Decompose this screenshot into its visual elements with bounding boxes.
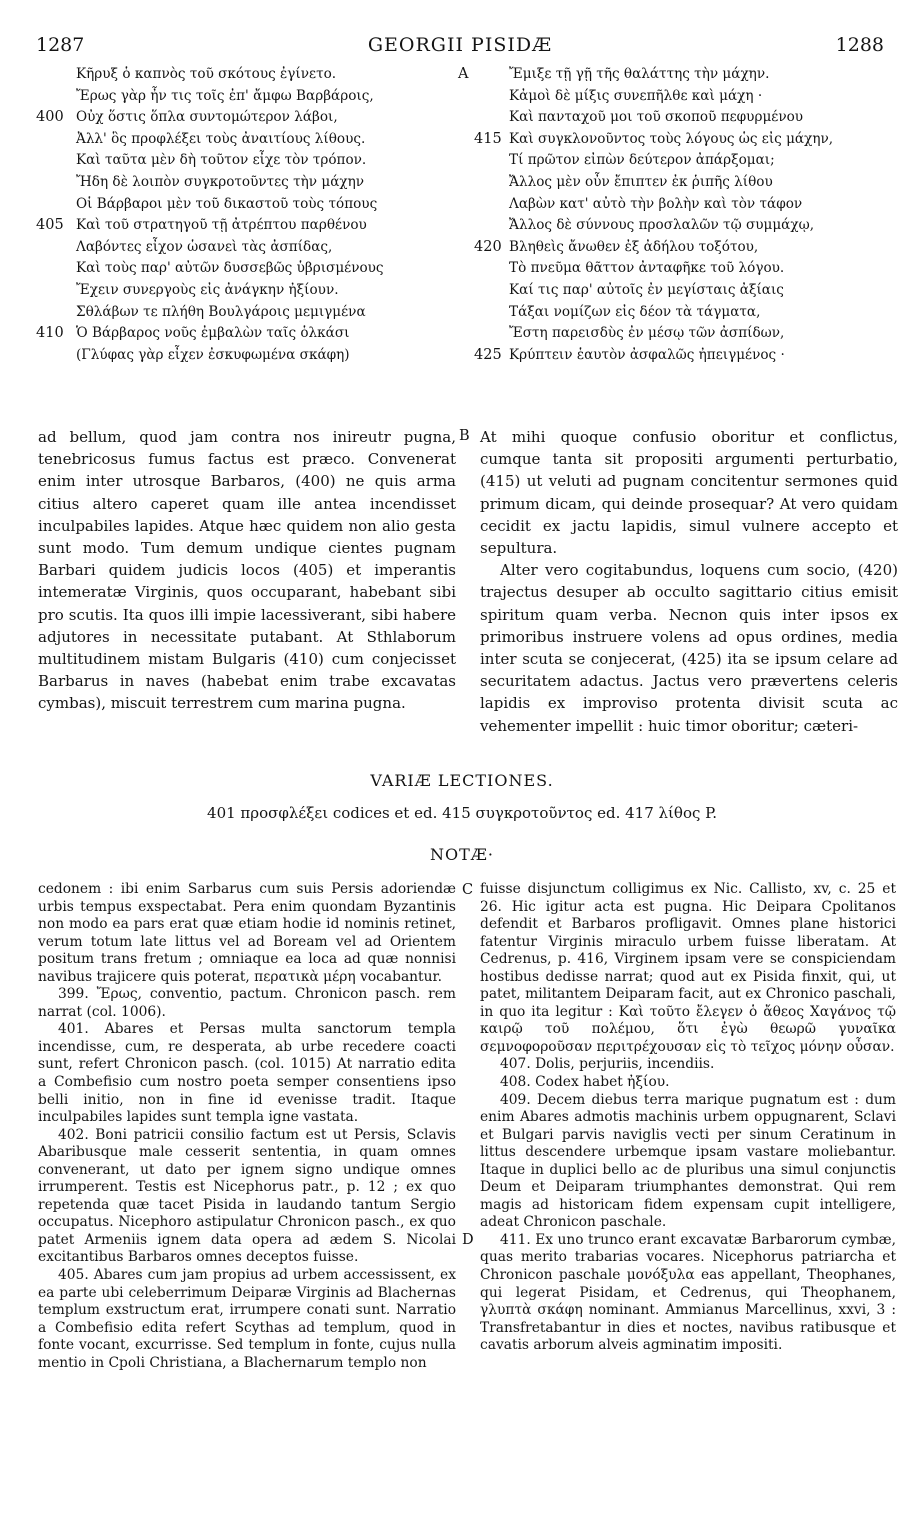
note-paragraph: fuisse disjunctum colligimus ex Nic. Callisto, xv, c. 25 et 26. Hic igitur acta est pugna. Hic Deipara Cpolitanos defendit et Barbaros profligavit. Omnes plane historici fatentur Virginis miraculo urbem fuisse liberatam. At Cedrenus, p. 416, Virginem ipsam vere se conspiciendam hostibus dedisse narrat; quod aut ex Pisida finxit, qui, ut patet, militantem Deiparam facit, aut ex Chronico paschali, in quo ita legitur : Καὶ τοῦτο ἔλεγεν ὁ ἄθεος Χαγάνος τῷ καιρῷ τοῦ πολέμου, ὅτι ἐγὼ θεωρῶ γυναῖκα σεμνοφοροῦσαν περιτρέχουσαν εἰς τὸ τεῖχος μόνην οὖσαν. [480, 881, 896, 1055]
variae-lectiones-line: 401 προσφλέξει codices et ed. 415 συγκροτοῦντος ed. 417 λίθος P. [207, 804, 717, 822]
note-paragraph: 409. Decem diebus terra marique pugnatum est : dum enim Abares admotis machinis urbem oppugnarent, Sclavi et Bulgari parvis naviglis vecti per sinum Ceratinum in littus descendere urbemque ipsam vastare moliebantur. Itaque in duplici bello ac de pluribus una simul conjunctis Deum et Deiparam triumphantes demonstrat. Qui rem magis ad historicam fidem expensam cupit intelligere, adeat Chronicon paschale. [480, 1091, 896, 1231]
notae-heading: NOTÆ· [430, 845, 494, 864]
verse-line [36, 129, 456, 151]
verse-number: 415 [474, 130, 502, 147]
running-title: GEORGII PISIDÆ [367, 34, 553, 56]
verse-line [474, 150, 890, 172]
verse-text: Ἔστη παρεισδὺς ἐν μέσῳ τῶν ἀσπίδων, [509, 325, 785, 342]
verse-line [36, 302, 456, 324]
verse-text: Τάξαι νομίζων εἰς δέον τὰ τάγματα, [509, 303, 761, 320]
verse-text: Κρύπτειν ἑαυτὸν ἀσφαλῶς ἠπειγμένος · [509, 346, 785, 363]
verse-text: Ἤδη δὲ λοιπὸν συγκροτοῦντες τὴν μάχην [76, 173, 365, 190]
margin-marker-b: B [459, 428, 470, 444]
verse-text: Ἄλλος δὲ σύννους προσλαλῶν τῷ συμμάχῳ, [509, 217, 815, 234]
verse-text: Καὶ ταῦτα μὲν δὴ τοῦτον εἶχε τὸν τρόπον. [76, 152, 367, 169]
verse-text: (Γλύφας γὰρ εἶχεν ἐσκυφωμένα σκάφη) [76, 346, 350, 363]
verse-line [36, 194, 456, 216]
notes-left-column [38, 881, 456, 1372]
verse-text: Καὶ πανταχοῦ μοι τοῦ σκοποῦ πεφυρμένου [509, 109, 804, 126]
verse-line [474, 194, 890, 216]
page-number-right: 1288 [835, 34, 884, 56]
notes-right-column [480, 881, 896, 1355]
verse-text: Ἔχειν συνεργοὺς εἰς ἀνάγκην ἠξίουν. [76, 281, 339, 298]
verse-text: Βληθεὶς ἄνωθεν ἐξ ἀδήλου τοξότου, [509, 238, 759, 255]
verse-line [36, 172, 456, 194]
note-paragraph: 401. Abares et Persas multa sanctorum templa incendisse, cum, re desperata, ab urbe recedere coacti sunt, refert Chronicon pasch. (col. 1015) At narratio edita a Combefisio cum nostro poeta semper consentiens ipso belli initio, non in fine id evenisse tradit. Itaque inculpabiles lapides sunt templa igne vastata. [38, 1021, 456, 1126]
margin-marker-c: C [462, 882, 474, 898]
margin-marker-a: A [458, 66, 469, 82]
verse-text: Κἀμοὶ δὲ μίξις συνεπῆλθε καὶ μάχη · [509, 87, 763, 104]
verse-line [36, 280, 456, 302]
page-header [36, 34, 884, 60]
page-number-left: 1287 [36, 34, 85, 56]
verse-text: Ὁ Βάρβαρος νοῦς ἐμβαλὼν ταῖς ὁλκάσι [76, 325, 350, 342]
latin-translation-left [38, 426, 456, 715]
verse-text: Ἀλλ' ὃς προφλέξει τοὺς ἀναιτίους λίθους. [76, 130, 366, 147]
variae-lectiones-heading: VARIÆ LECTIONES. [370, 771, 554, 790]
latin-translation-right [480, 426, 898, 737]
verse-line [474, 323, 890, 345]
greek-verse-right-column [474, 64, 890, 366]
note-paragraph: cedonem : ibi enim Sarbarus cum suis Persis adoriendæ urbis tempus exspectabat. Pera enim quondam Byzantinis non modo ea pars erat quæ etiam hodie id nominis retinet, verum totum late littus vel ad Boream vel ad Orientem positum trans fretum ; omniaque ea loca ad quæ nonnisi navibus trajicere quis poterat, περατικὰ μέρη vocabantur. [38, 881, 456, 985]
verse-line [36, 345, 456, 367]
verse-text: Λαβόντες εἶχον ὡσανεὶ τὰς ἀσπίδας, [76, 238, 333, 255]
verse-number: 425 [474, 346, 502, 363]
verse-number: 410 [36, 325, 64, 342]
verse-line [474, 280, 890, 302]
verse-text: Ἔρως γὰρ ἦν τις τοῖς ἐπ' ἄμφω Βαρβάροις, [76, 87, 374, 104]
note-paragraph: 405. Abares cum jam propius ad urbem accessissent, ex ea parte ubi celeberrimum Deiparæ Virginis ad Blachernas templum exstructum erat, irrumpere conati sunt. Narratio a Combefisio edita refert Scythas ad templum, quod in fonte vocant, excurrisse. Sed templum in fonte, cujus nulla mentio in Cpoli Christiana, a Blachernarum templo non [38, 1267, 456, 1371]
verse-line [36, 86, 456, 108]
verse-text: Ἔμιξε τῇ γῇ τῆς θαλάττης τὴν μάχην. [509, 66, 770, 82]
verse-text: Ἄλλος μὲν οὖν ἔπιπτεν ἐκ ῥιπῆς λίθου [509, 173, 773, 190]
verse-text: Σθλάβων τε πλήθη Βουλγάροις μεμιγμένα [76, 303, 366, 320]
verse-line [474, 237, 890, 259]
verse-number: 400 [36, 109, 64, 126]
verse-text: Καὶ τοῦ στρατηγοῦ τῇ ἀτρέπτου παρθένου [76, 217, 367, 234]
verse-line [474, 345, 890, 367]
verse-line [36, 323, 456, 345]
verse-number: 420 [474, 238, 502, 255]
verse-text: Τί πρῶτον εἰπὼν δεύτερον ἀπάρξομαι; [509, 152, 775, 169]
verse-line [36, 237, 456, 259]
verse-line [474, 302, 890, 324]
verse-line [36, 215, 456, 237]
verse-line [36, 150, 456, 172]
verse-text: Οἱ Βάρβαροι μὲν τοῦ δικαστοῦ τοὺς τόπους [76, 195, 378, 212]
verse-line [474, 107, 890, 129]
verse-text: Τὸ πνεῦμα θᾶττον ἀνταφῆκε τοῦ λόγου. [509, 260, 785, 277]
note-paragraph: 408. Codex habet ἠξίου. [500, 1074, 670, 1091]
verse-line [474, 258, 890, 280]
verse-line [36, 64, 456, 86]
verse-text: Καὶ συγκλονοῦντος τοὺς λόγους ὡς εἰς μάχην, [509, 130, 834, 147]
verse-text: Καὶ τοὺς παρ' αὐτῶν δυσσεβῶς ὑβρισμένους [76, 260, 384, 277]
greek-verse-left-column [36, 64, 456, 366]
verse-text: Καί τις παρ' αὐτοῖς ἐν μεγίσταις ἀξίαις [509, 281, 784, 298]
verse-line [36, 258, 456, 280]
verse-line [36, 107, 456, 129]
verse-text: Κῆρυξ ὁ καπνὸς τοῦ σκότους ἐγίνετο. [76, 66, 337, 82]
paragraph: At mihi quoque confusio oboritur et conflictus, cumque tanta sit propositi argumenti perturbatio, (415) ut veluti ad pugnam concitentur sermones quid primum dicam, qui deinde prosequar? At vero quidam cecidit ex jactu lapidis, simul vulnere accepto et sepultura. [480, 428, 898, 558]
margin-marker-d: D [462, 1232, 474, 1248]
note-paragraph: 399. Ἔρως, conventio, pactum. Chronicon pasch. rem narrat (col. 1006). [38, 986, 456, 1020]
verse-line [474, 172, 890, 194]
paragraph: ad bellum, quod jam contra nos inireutr pugna, tenebricosus fumus factus est præco. Convenerat enim inter utrosque Barbaros, (400) ne quis arma citius altero caperet quam ille antea incendisset inculpabiles lapides. Atque hæc quidem non alio gesta sunt modo. Tum demum undique cientes pugnam Barbari quidem judicis locos (405) et imperantis intemeratæ Virginis, quos occuparant, habebant sibi pro scutis. Ita quos illi impie lacessiverant, sibi habere adjutores in necessitate putabant. At Sthlaborum multitudinem mistam Bulgaris (410) cum conjecisset Barbarus in naves (habebat enim trabe excavatas cymbas), miscuit terrestrem cum marina pugna. [38, 428, 456, 713]
note-paragraph: 407. Dolis, perjuriis, incendiis. [500, 1056, 715, 1073]
verse-number: 405 [36, 217, 64, 234]
paragraph: Alter vero cogitabundus, loquens cum socio, (420) trajectus desuper ab occulto sagittario citius emisit spiritum quam verba. Necnon quis inter ipsos ex primoribus instruere volens ad opus ordines, media inter scuta se conjecerat, (425) ita se ipsum celare ad securitatem adactus. Jactus vero prævertens celeris lapidis ex improviso protenta divisit scuta ac vehementer impellit : huic timor oboritur; cæteri- [480, 561, 898, 735]
verse-line [474, 215, 890, 237]
verse-line [474, 64, 890, 86]
verse-text: Οὐχ ὅστις ὅπλα συντομώτερον λάβοι, [76, 109, 338, 126]
verse-line [474, 86, 890, 108]
verse-text: Λαβὼν κατ' αὐτὸ τὴν βολὴν καὶ τὸν τάφον [509, 195, 803, 212]
note-paragraph: 402. Boni patricii consilio factum est ut Persis, Sclavis Abaribusque male cesserit sententia, in quam omnes convenerant, ut dato per ignem signo undique omnes irrumperent. Testis est Nicephorus patr., p. 12 ; ex quo repetenda quæ tacet Pisida in laudando tantum Sergio occupatus. Nicephoro astipulatur Chronicon pasch., ex quo patet Armeniis ignem data opera ad ædem S. Nicolai excitantibus Barbaros omnes deceptos fuisse. [38, 1126, 456, 1266]
verse-line [474, 129, 890, 151]
note-paragraph: 411. Ex uno trunco erant excavatæ Barbarorum cymbæ, quas merito trabarias vocares. Nicephorus patriarcha et Chronicon paschale μονόξυλα eas appellant, Theophanes, qui legerat Pisidam, et Cedrenus, qui Theophanem, γλυπτὰ σκάφη nominant. Ammianus Marcellinus, xxvi, 3 : Transfretabantur in dies et noctes, navibus ratibusque et cavatis arborum alveis agminatim impositi. [480, 1231, 896, 1354]
